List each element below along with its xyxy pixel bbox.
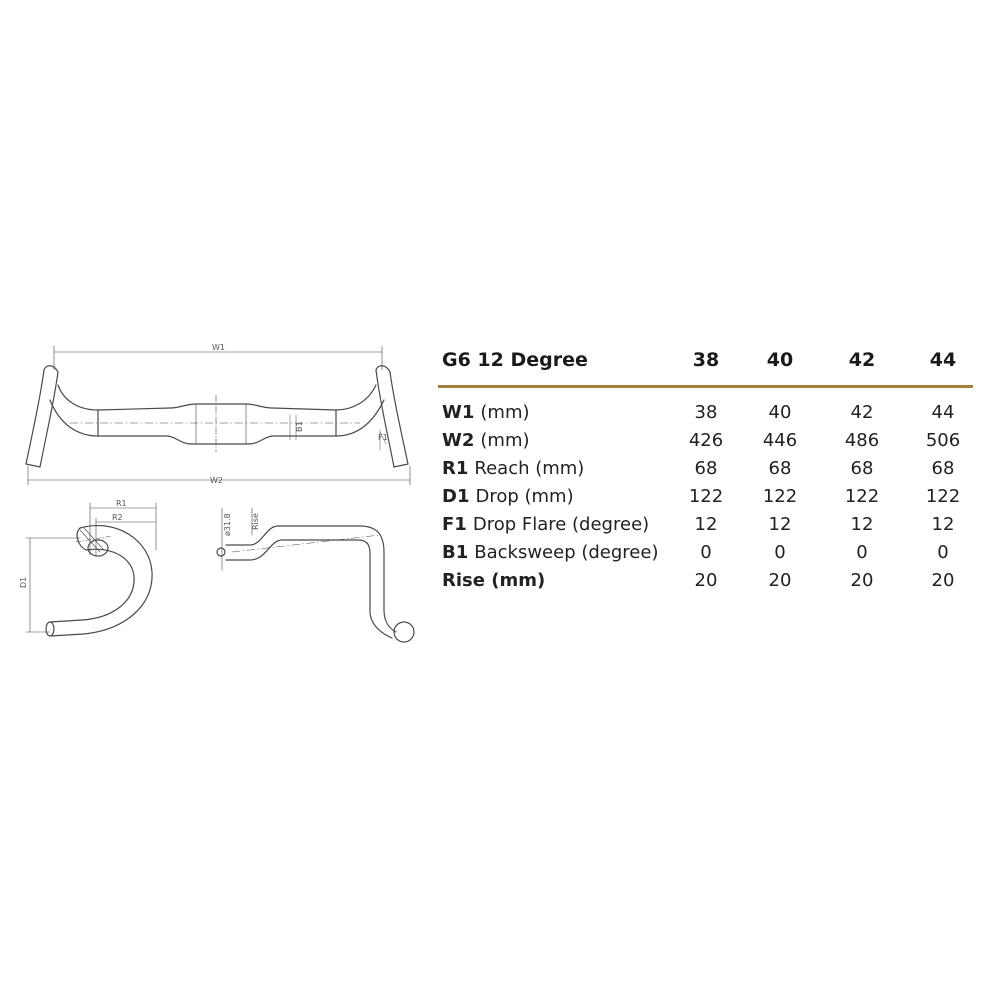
row-desc: (mm)	[480, 430, 530, 451]
row-code: W1	[442, 402, 475, 423]
row-code: B1	[442, 542, 469, 563]
cell-44: 12	[931, 514, 955, 535]
handlebar-drawing	[0, 340, 430, 670]
row-desc: Drop (mm)	[475, 486, 574, 507]
cell-42: 20	[850, 570, 874, 591]
cell-38: 426	[688, 430, 724, 451]
table-row-w2	[438, 428, 973, 456]
row-label	[442, 458, 584, 479]
size-header-42: 42	[848, 349, 876, 371]
cell-38: 0	[700, 542, 712, 563]
table-row-b1	[438, 540, 973, 568]
cell-44: 122	[925, 486, 961, 507]
row-desc: (mm)	[480, 402, 530, 423]
row-desc: Reach (mm)	[474, 458, 585, 479]
cell-40: 40	[768, 402, 792, 423]
w1-dim-label: W1	[212, 343, 225, 352]
cell-40: 0	[774, 542, 786, 563]
table-row-w1	[438, 400, 973, 428]
clamp-dim-label: ø31.8	[223, 513, 232, 536]
cell-38: 38	[694, 402, 718, 423]
size-header-38: 38	[692, 349, 720, 371]
row-label	[442, 402, 530, 423]
handlebar-diagram-svg	[0, 340, 430, 670]
model-name: G6 12 Degree	[442, 349, 588, 371]
table-row-r1	[438, 456, 973, 484]
row-label	[442, 430, 530, 451]
row-desc: Drop Flare (degree)	[472, 514, 650, 535]
cell-40: 68	[768, 458, 792, 479]
size-header-44: 44	[929, 349, 957, 371]
f1-dim-label: F1	[378, 433, 388, 442]
cell-42: 486	[844, 430, 880, 451]
row-label	[442, 514, 649, 535]
size-header-40: 40	[766, 349, 794, 371]
r1-dim-label: R1	[116, 499, 127, 508]
table-row-f1	[438, 512, 973, 540]
table-row-rise	[438, 568, 973, 596]
cell-40: 20	[768, 570, 792, 591]
row-label	[442, 542, 658, 563]
row-code: D1	[442, 486, 470, 507]
table-header	[438, 345, 973, 381]
row-label	[442, 486, 574, 507]
cell-42: 122	[844, 486, 880, 507]
cell-42: 68	[850, 458, 874, 479]
front-view	[26, 346, 410, 485]
cell-38: 122	[688, 486, 724, 507]
cell-42: 0	[856, 542, 868, 563]
b1-dim-label: B1	[295, 421, 304, 432]
header-divider	[438, 385, 973, 388]
cell-38: 20	[694, 570, 718, 591]
cell-40: 12	[768, 514, 792, 535]
row-label: Rise (mm)	[442, 570, 546, 591]
cell-38: 68	[694, 458, 718, 479]
row-code: W2	[442, 430, 475, 451]
d1-dim-label: D1	[19, 576, 28, 588]
cell-42: 42	[850, 402, 874, 423]
cell-44: 0	[937, 542, 949, 563]
cell-40: 446	[762, 430, 798, 451]
cell-40: 122	[762, 486, 798, 507]
side-view	[26, 503, 156, 636]
cell-44: 68	[931, 458, 955, 479]
row-code: R1	[442, 458, 469, 479]
table-row-d1	[438, 484, 973, 512]
rise-view	[217, 508, 414, 642]
row-desc: Backsweep (degree)	[474, 542, 659, 563]
spec-table	[438, 345, 973, 596]
cell-44: 20	[931, 570, 955, 591]
rise-dim-label: Rise	[251, 513, 260, 530]
cell-44: 44	[931, 402, 955, 423]
cell-44: 506	[925, 430, 961, 451]
row-code: F1	[442, 514, 467, 535]
r2-dim-label: R2	[112, 513, 123, 522]
w2-dim-label: W2	[210, 476, 223, 485]
cell-38: 12	[694, 514, 718, 535]
cell-42: 12	[850, 514, 874, 535]
